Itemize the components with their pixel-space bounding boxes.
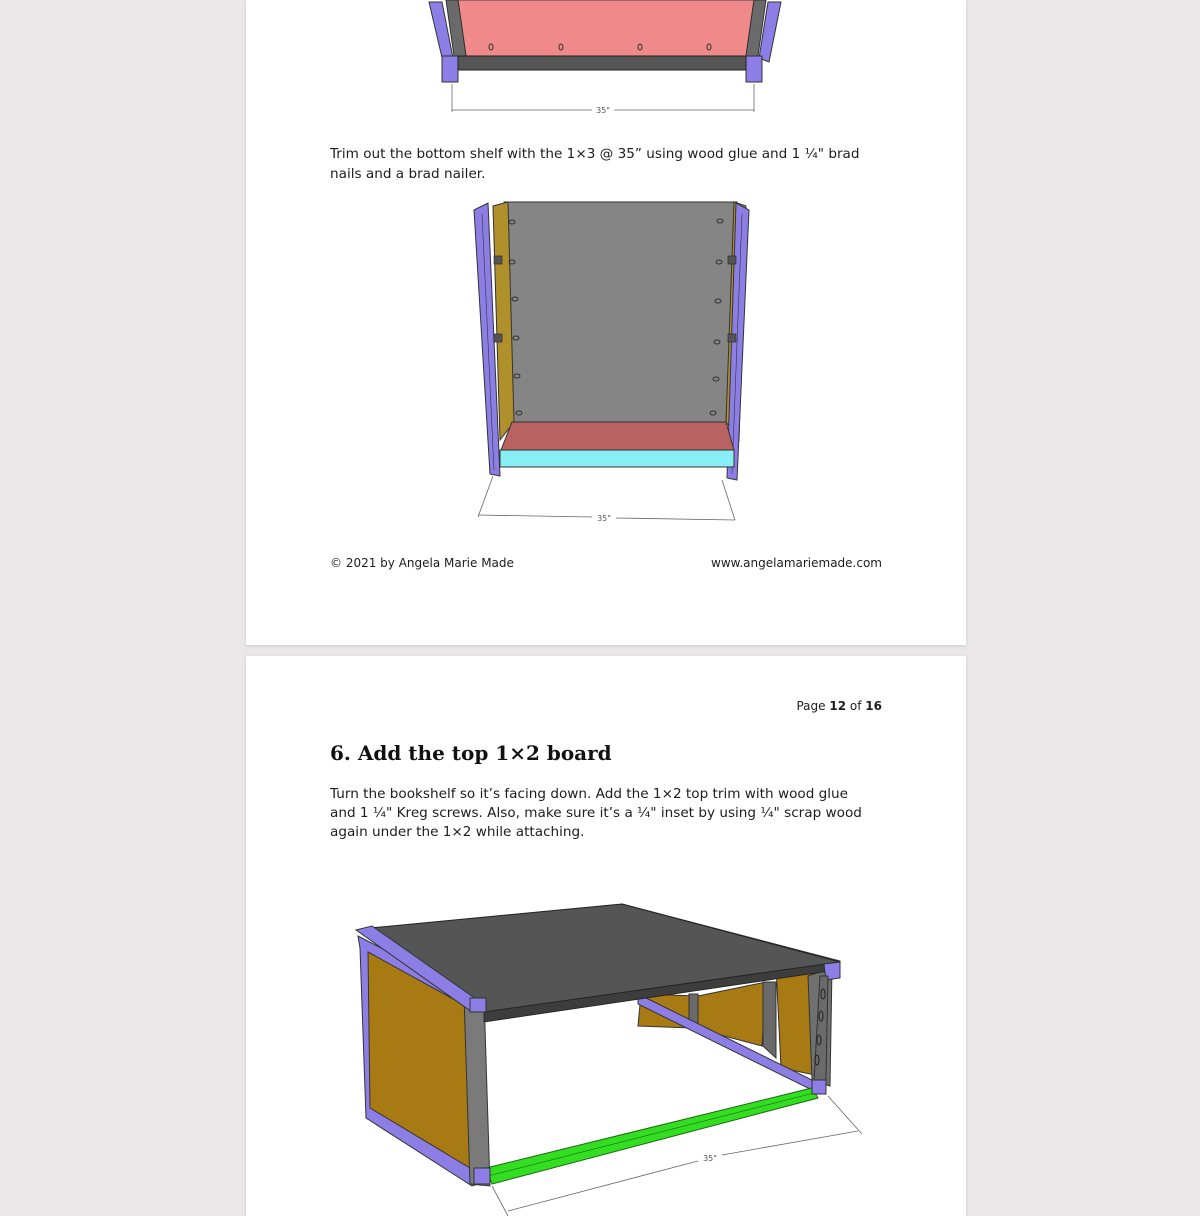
document-page-11 [246, 0, 966, 645]
document-page-12 [246, 656, 966, 1216]
page-number-prefix: Page [796, 699, 826, 713]
top-board-instruction: Turn the bookshelf so it’s facing down. Add the 1×2 top trim with wood glue and 1 ¼" Kreg screws. Also, make sure it’s a ¼" inset by using ¼" scrap wood again under the 1×2 while attaching. [330, 786, 862, 840]
section-heading: 6. Add the top 1×2 board [330, 741, 612, 765]
page-number-separator: of [849, 699, 862, 713]
trim-shelf-instruction: Trim out the bottom shelf with the 1×3 @ 35” using wood glue and 1 ¼" brad nails and a brad nailer. [330, 146, 860, 182]
dimension-label-top: 35" [596, 106, 610, 115]
page-number-total: 16 [865, 699, 882, 713]
top-board-assembly-figure [246, 656, 966, 1216]
bottom-shelf-trim-figure [246, 0, 966, 540]
footer-copyright: © 2021 by Angela Marie Made [330, 556, 514, 570]
page-number-current: 12 [829, 699, 847, 713]
dimension-label-top-board: 35" [703, 1154, 717, 1163]
footer-website-link[interactable]: www.angelamariemade.com [711, 556, 882, 570]
dimension-label-shelf: 35" [597, 514, 611, 523]
